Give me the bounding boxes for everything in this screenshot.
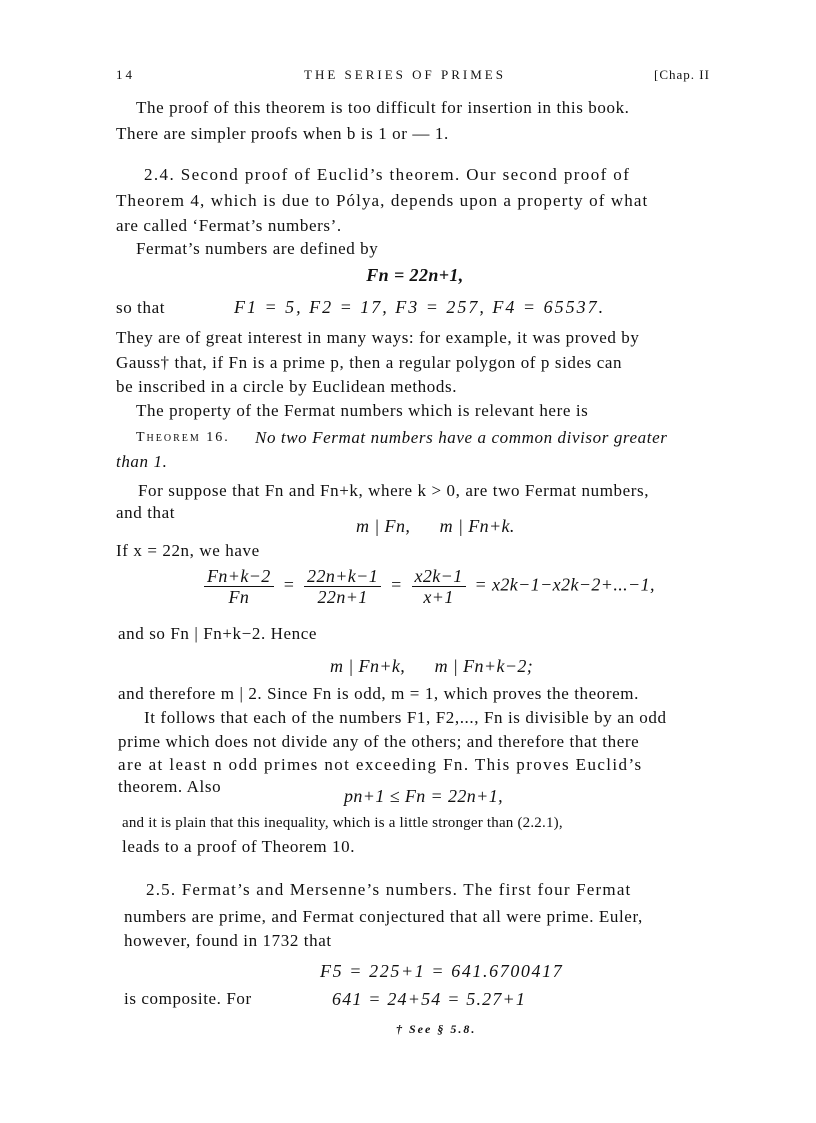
equals-sign: = <box>282 574 296 595</box>
numerator: 22n+k−1 <box>304 566 381 587</box>
text-line: The property of the Fermat numbers which is relevant here is <box>136 401 589 420</box>
fraction-right <box>412 566 466 607</box>
text-line: It follows that each of the numbers F1, F2,..., Fn is divisible by an odd <box>144 708 667 727</box>
text-line: theorem. Also <box>118 777 222 796</box>
chapter-label: [Chap. II <box>654 67 710 82</box>
equation-fermat-values: F1 = 5, F2 = 17, F3 = 257, F4 = 65537. <box>234 297 606 317</box>
text-line: and so Fn | Fn+k−2. Hence <box>118 624 318 643</box>
text-line: The proof of this theorem is too difficult for insertion in this book. <box>136 98 630 117</box>
text-line: so that <box>116 298 166 317</box>
text-line: are called ‘Fermat’s numbers’. <box>116 216 342 235</box>
section-heading: 2.5. Fermat’s and Mersenne’s numbers. The first four Fermat <box>146 880 632 899</box>
text-line: Fermat’s numbers are defined by <box>136 239 379 258</box>
equation-641: 641 = 24+54 = 5.27+1 <box>332 989 527 1009</box>
footnote: † See § 5.8. <box>396 1022 477 1036</box>
text-line: and that <box>116 503 176 522</box>
text-line: however, found in 1732 that <box>124 931 332 950</box>
section-heading: 2.4. Second proof of Euclid’s theorem. Our second proof of <box>144 165 631 184</box>
text-line: Theorem 4, which is due to Pólya, depends upon a property of what <box>116 191 649 210</box>
text-line: If x = 22n, we have <box>116 541 260 560</box>
text-line: and it is plain that this inequality, which is a little stronger than (2.2.1), <box>122 815 563 831</box>
theorem-statement-cont: than 1. <box>116 452 168 471</box>
equation-inequality: pn+1 ≤ Fn = 22n+1, <box>344 786 504 806</box>
text-line: be inscribed in a circle by Euclidean methods. <box>116 377 458 396</box>
fraction-lhs <box>204 566 274 607</box>
text-line: leads to a proof of Theorem 10. <box>122 837 356 856</box>
text-line: Gauss† that, if Fn is a prime p, then a regular polygon of p sides can <box>116 353 623 372</box>
denominator: 22n+1 <box>317 587 368 607</box>
text-line: is composite. For <box>124 989 252 1008</box>
equals-sign: = <box>390 574 403 595</box>
fraction-middle <box>304 566 381 607</box>
text-line: They are of great interest in many ways: for example, it was proved by <box>116 328 640 347</box>
equation-hence: m | Fn+k, m | Fn+k−2; <box>330 656 534 676</box>
text-line: and therefore m | 2. Since Fn is odd, m = 1, which proves the theorem. <box>118 684 639 703</box>
text-line: numbers are prime, and Fermat conjectured that all were prime. Euler, <box>124 907 643 926</box>
denominator: Fn <box>228 587 250 607</box>
numerator: x2k−1 <box>412 566 466 587</box>
text-line: There are simpler proofs when b is 1 or — 1. <box>116 124 449 143</box>
text-line: For suppose that Fn and Fn+k, where k > 0, are two Fermat numbers, <box>138 481 650 500</box>
equation-quotient <box>200 566 655 607</box>
series-expansion: = x2k−1−x2k−2+...−1, <box>474 574 655 595</box>
theorem-statement: No two Fermat numbers have a common divisor greater <box>255 428 668 447</box>
numerator: Fn+k−2 <box>204 566 274 587</box>
equation-divisors: m | Fn, m | Fn+k. <box>356 516 515 536</box>
running-title: THE SERIES OF PRIMES <box>304 67 506 82</box>
equation-fermat-def: Fn = 22n+1, <box>366 265 464 285</box>
denominator: x+1 <box>423 587 454 607</box>
text-line: prime which does not divide any of the others; and therefore that there <box>118 732 640 751</box>
theorem-label: Theorem 16. <box>136 430 230 445</box>
page-number: 14 <box>116 67 135 82</box>
text-line: are at least n odd primes not exceeding Fn. This proves Euclid’s <box>118 755 643 774</box>
equation-f5: F5 = 225+1 = 641.6700417 <box>320 961 564 981</box>
